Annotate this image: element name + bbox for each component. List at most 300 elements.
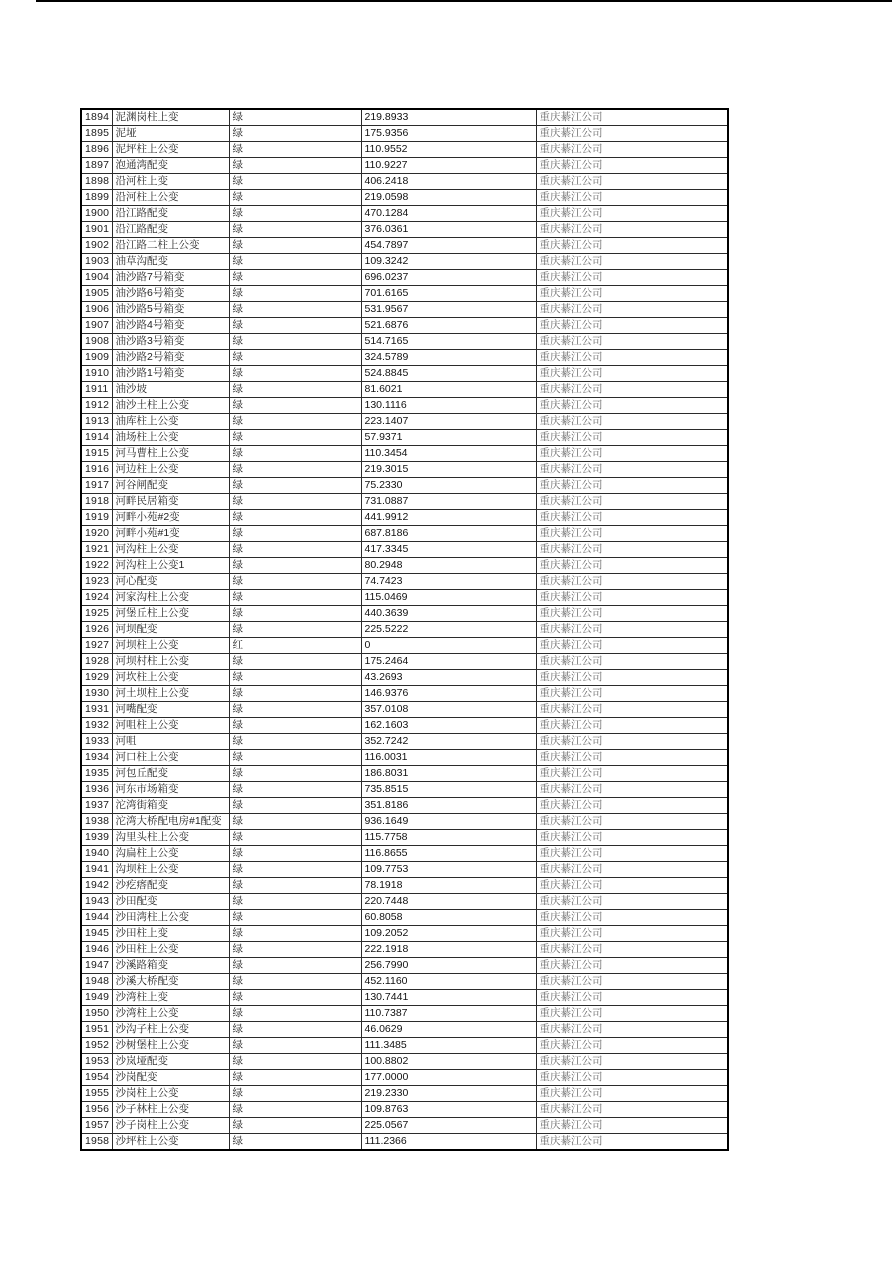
name-cell: 河家沟柱上公变 [112, 590, 229, 606]
row-number-cell: 1912 [81, 398, 112, 414]
name-cell: 沱湾街箱变 [112, 798, 229, 814]
row-number-cell: 1942 [81, 878, 112, 894]
table-row [81, 494, 728, 510]
status-cell: 绿 [229, 1038, 361, 1054]
name-cell: 油沙路3号箱变 [112, 334, 229, 350]
status-cell: 绿 [229, 734, 361, 750]
value-cell: 376.0361 [361, 222, 536, 238]
name-cell: 沙溪路箱变 [112, 958, 229, 974]
table-row [81, 1022, 728, 1038]
company-cell: 重庆綦江公司 [536, 782, 728, 798]
row-number-cell: 1952 [81, 1038, 112, 1054]
status-cell: 绿 [229, 798, 361, 814]
name-cell: 沙田湾柱上公变 [112, 910, 229, 926]
table-row [81, 734, 728, 750]
company-cell: 重庆綦江公司 [536, 446, 728, 462]
table-row [81, 478, 728, 494]
status-cell: 绿 [229, 846, 361, 862]
row-number-cell: 1933 [81, 734, 112, 750]
table-row [81, 302, 728, 318]
company-cell: 重庆綦江公司 [536, 1118, 728, 1134]
status-cell: 绿 [229, 702, 361, 718]
value-cell: 735.8515 [361, 782, 536, 798]
row-number-cell: 1945 [81, 926, 112, 942]
value-cell: 130.1116 [361, 398, 536, 414]
company-cell: 重庆綦江公司 [536, 558, 728, 574]
status-cell: 绿 [229, 382, 361, 398]
value-cell: 352.7242 [361, 734, 536, 750]
value-cell: 80.2948 [361, 558, 536, 574]
name-cell: 沿河柱上变 [112, 174, 229, 190]
company-cell: 重庆綦江公司 [536, 734, 728, 750]
value-cell: 470.1284 [361, 206, 536, 222]
value-cell: 219.0598 [361, 190, 536, 206]
company-cell: 重庆綦江公司 [536, 430, 728, 446]
company-cell: 重庆綦江公司 [536, 654, 728, 670]
value-cell: 219.8933 [361, 109, 536, 126]
row-number-cell: 1930 [81, 686, 112, 702]
status-cell: 绿 [229, 494, 361, 510]
table-row [81, 270, 728, 286]
company-cell: 重庆綦江公司 [536, 254, 728, 270]
value-cell: 701.6165 [361, 286, 536, 302]
company-cell: 重庆綦江公司 [536, 1022, 728, 1038]
value-cell: 177.0000 [361, 1070, 536, 1086]
table-row [81, 254, 728, 270]
status-cell: 绿 [229, 990, 361, 1006]
status-cell: 绿 [229, 190, 361, 206]
name-cell: 油草沟配变 [112, 254, 229, 270]
status-cell: 绿 [229, 1070, 361, 1086]
table-row [81, 654, 728, 670]
table-row [81, 1070, 728, 1086]
status-cell: 绿 [229, 718, 361, 734]
company-cell: 重庆綦江公司 [536, 1134, 728, 1151]
row-number-cell: 1920 [81, 526, 112, 542]
status-cell: 绿 [229, 462, 361, 478]
table-row [81, 158, 728, 174]
company-cell: 重庆綦江公司 [536, 174, 728, 190]
company-cell: 重庆綦江公司 [536, 606, 728, 622]
company-cell: 重庆綦江公司 [536, 270, 728, 286]
status-cell: 绿 [229, 926, 361, 942]
name-cell: 沙沟子柱上公变 [112, 1022, 229, 1038]
value-cell: 186.8031 [361, 766, 536, 782]
row-number-cell: 1899 [81, 190, 112, 206]
company-cell: 重庆綦江公司 [536, 942, 728, 958]
value-cell: 225.5222 [361, 622, 536, 638]
name-cell: 河土坝柱上公变 [112, 686, 229, 702]
value-cell: 109.8763 [361, 1102, 536, 1118]
name-cell: 油沙路1号箱变 [112, 366, 229, 382]
status-cell: 绿 [229, 286, 361, 302]
row-number-cell: 1924 [81, 590, 112, 606]
row-number-cell: 1934 [81, 750, 112, 766]
table-row [81, 958, 728, 974]
table-row [81, 109, 728, 126]
status-cell: 绿 [229, 510, 361, 526]
value-cell: 57.9371 [361, 430, 536, 446]
name-cell: 沟里头柱上公变 [112, 830, 229, 846]
company-cell: 重庆綦江公司 [536, 1102, 728, 1118]
row-number-cell: 1914 [81, 430, 112, 446]
table-row [81, 526, 728, 542]
row-number-cell: 1918 [81, 494, 112, 510]
row-number-cell: 1957 [81, 1118, 112, 1134]
row-number-cell: 1953 [81, 1054, 112, 1070]
row-number-cell: 1939 [81, 830, 112, 846]
company-cell: 重庆綦江公司 [536, 1038, 728, 1054]
value-cell: 222.1918 [361, 942, 536, 958]
table-row [81, 222, 728, 238]
status-cell: 绿 [229, 1118, 361, 1134]
row-number-cell: 1940 [81, 846, 112, 862]
table-row [81, 174, 728, 190]
company-cell: 重庆綦江公司 [536, 638, 728, 654]
name-cell: 沙疙瘩配变 [112, 878, 229, 894]
company-cell: 重庆綦江公司 [536, 990, 728, 1006]
status-cell: 绿 [229, 1022, 361, 1038]
value-cell: 936.1649 [361, 814, 536, 830]
company-cell: 重庆綦江公司 [536, 109, 728, 126]
company-cell: 重庆綦江公司 [536, 478, 728, 494]
status-cell: 绿 [229, 686, 361, 702]
table-row [81, 766, 728, 782]
table-row [81, 414, 728, 430]
name-cell: 河沟柱上公变1 [112, 558, 229, 574]
status-cell: 绿 [229, 526, 361, 542]
company-cell: 重庆綦江公司 [536, 910, 728, 926]
company-cell: 重庆綦江公司 [536, 158, 728, 174]
transformer-table [80, 108, 729, 1151]
value-cell: 78.1918 [361, 878, 536, 894]
value-cell: 175.2464 [361, 654, 536, 670]
name-cell: 河堡丘柱上公变 [112, 606, 229, 622]
row-number-cell: 1941 [81, 862, 112, 878]
value-cell: 351.8186 [361, 798, 536, 814]
value-cell: 696.0237 [361, 270, 536, 286]
value-cell: 111.3485 [361, 1038, 536, 1054]
name-cell: 沙田柱上公变 [112, 942, 229, 958]
status-cell: 绿 [229, 270, 361, 286]
row-number-cell: 1931 [81, 702, 112, 718]
company-cell: 重庆綦江公司 [536, 222, 728, 238]
table-row [81, 1086, 728, 1102]
table-row [81, 190, 728, 206]
value-cell: 115.0469 [361, 590, 536, 606]
row-number-cell: 1913 [81, 414, 112, 430]
company-cell: 重庆綦江公司 [536, 574, 728, 590]
table-row [81, 318, 728, 334]
value-cell: 109.3242 [361, 254, 536, 270]
value-cell: 521.6876 [361, 318, 536, 334]
table-row [81, 750, 728, 766]
row-number-cell: 1904 [81, 270, 112, 286]
status-cell: 绿 [229, 670, 361, 686]
status-cell: 红 [229, 638, 361, 654]
row-number-cell: 1928 [81, 654, 112, 670]
name-cell: 沙树堡柱上公变 [112, 1038, 229, 1054]
company-cell: 重庆綦江公司 [536, 862, 728, 878]
name-cell: 油沙土柱上公变 [112, 398, 229, 414]
value-cell: 220.7448 [361, 894, 536, 910]
value-cell: 109.7753 [361, 862, 536, 878]
value-cell: 74.7423 [361, 574, 536, 590]
table-row [81, 142, 728, 158]
status-cell: 绿 [229, 862, 361, 878]
value-cell: 219.2330 [361, 1086, 536, 1102]
company-cell: 重庆綦江公司 [536, 686, 728, 702]
status-cell: 绿 [229, 1086, 361, 1102]
name-cell: 沟扁柱上公变 [112, 846, 229, 862]
name-cell: 河畔小苑#1变 [112, 526, 229, 542]
value-cell: 357.0108 [361, 702, 536, 718]
row-number-cell: 1925 [81, 606, 112, 622]
status-cell: 绿 [229, 558, 361, 574]
status-cell: 绿 [229, 782, 361, 798]
table-row [81, 782, 728, 798]
table-row [81, 286, 728, 302]
table-row [81, 830, 728, 846]
name-cell: 河口柱上公变 [112, 750, 229, 766]
status-cell: 绿 [229, 414, 361, 430]
row-number-cell: 1958 [81, 1134, 112, 1151]
table-row [81, 638, 728, 654]
company-cell: 重庆綦江公司 [536, 494, 728, 510]
value-cell: 175.9356 [361, 126, 536, 142]
name-cell: 沿江路配变 [112, 206, 229, 222]
value-cell: 116.0031 [361, 750, 536, 766]
company-cell: 重庆綦江公司 [536, 286, 728, 302]
table-row [81, 206, 728, 222]
status-cell: 绿 [229, 238, 361, 254]
value-cell: 219.3015 [361, 462, 536, 478]
row-number-cell: 1938 [81, 814, 112, 830]
table-row [81, 334, 728, 350]
value-cell: 110.9227 [361, 158, 536, 174]
value-cell: 60.8058 [361, 910, 536, 926]
name-cell: 泥坪柱上公变 [112, 142, 229, 158]
row-number-cell: 1948 [81, 974, 112, 990]
name-cell: 泥垭 [112, 126, 229, 142]
company-cell: 重庆綦江公司 [536, 542, 728, 558]
table-row [81, 430, 728, 446]
row-number-cell: 1903 [81, 254, 112, 270]
status-cell: 绿 [229, 590, 361, 606]
table-row [81, 718, 728, 734]
name-cell: 沙田柱上变 [112, 926, 229, 942]
value-cell: 146.9376 [361, 686, 536, 702]
company-cell: 重庆綦江公司 [536, 206, 728, 222]
value-cell: 441.9912 [361, 510, 536, 526]
row-number-cell: 1919 [81, 510, 112, 526]
table-row [81, 350, 728, 366]
company-cell: 重庆綦江公司 [536, 398, 728, 414]
status-cell: 绿 [229, 174, 361, 190]
name-cell: 沙岗配变 [112, 1070, 229, 1086]
table-row [81, 1118, 728, 1134]
name-cell: 河坝配变 [112, 622, 229, 638]
name-cell: 河坎柱上公变 [112, 670, 229, 686]
name-cell: 油沙路5号箱变 [112, 302, 229, 318]
company-cell: 重庆綦江公司 [536, 878, 728, 894]
company-cell: 重庆綦江公司 [536, 526, 728, 542]
value-cell: 454.7897 [361, 238, 536, 254]
status-cell: 绿 [229, 366, 361, 382]
table-row [81, 990, 728, 1006]
name-cell: 河心配变 [112, 574, 229, 590]
row-number-cell: 1900 [81, 206, 112, 222]
table-row [81, 686, 728, 702]
name-cell: 沙子林柱上公变 [112, 1102, 229, 1118]
table-row [81, 878, 728, 894]
row-number-cell: 1927 [81, 638, 112, 654]
row-number-cell: 1950 [81, 1006, 112, 1022]
row-number-cell: 1955 [81, 1086, 112, 1102]
value-cell: 440.3639 [361, 606, 536, 622]
company-cell: 重庆綦江公司 [536, 718, 728, 734]
status-cell: 绿 [229, 574, 361, 590]
value-cell: 417.3345 [361, 542, 536, 558]
name-cell: 河坝村柱上公变 [112, 654, 229, 670]
status-cell: 绿 [229, 942, 361, 958]
value-cell: 531.9567 [361, 302, 536, 318]
row-number-cell: 1898 [81, 174, 112, 190]
table-row [81, 1038, 728, 1054]
table-row [81, 606, 728, 622]
name-cell: 沙岚垭配变 [112, 1054, 229, 1070]
page-top-rule [36, 0, 892, 2]
name-cell: 沙岗柱上公变 [112, 1086, 229, 1102]
value-cell: 100.8802 [361, 1054, 536, 1070]
company-cell: 重庆綦江公司 [536, 318, 728, 334]
table-row [81, 574, 728, 590]
row-number-cell: 1956 [81, 1102, 112, 1118]
row-number-cell: 1936 [81, 782, 112, 798]
name-cell: 河东市场箱变 [112, 782, 229, 798]
value-cell: 115.7758 [361, 830, 536, 846]
name-cell: 河坝柱上公变 [112, 638, 229, 654]
row-number-cell: 1897 [81, 158, 112, 174]
name-cell: 油沙路6号箱变 [112, 286, 229, 302]
row-number-cell: 1922 [81, 558, 112, 574]
value-cell: 116.8655 [361, 846, 536, 862]
row-number-cell: 1949 [81, 990, 112, 1006]
row-number-cell: 1915 [81, 446, 112, 462]
row-number-cell: 1947 [81, 958, 112, 974]
value-cell: 524.8845 [361, 366, 536, 382]
name-cell: 油库柱上公变 [112, 414, 229, 430]
row-number-cell: 1916 [81, 462, 112, 478]
row-number-cell: 1935 [81, 766, 112, 782]
company-cell: 重庆綦江公司 [536, 830, 728, 846]
value-cell: 110.9552 [361, 142, 536, 158]
row-number-cell: 1921 [81, 542, 112, 558]
table-row [81, 590, 728, 606]
row-number-cell: 1910 [81, 366, 112, 382]
company-cell: 重庆綦江公司 [536, 846, 728, 862]
row-number-cell: 1901 [81, 222, 112, 238]
name-cell: 沙田配变 [112, 894, 229, 910]
table-row [81, 1054, 728, 1070]
table-row [81, 670, 728, 686]
value-cell: 406.2418 [361, 174, 536, 190]
company-cell: 重庆綦江公司 [536, 974, 728, 990]
status-cell: 绿 [229, 1134, 361, 1151]
status-cell: 绿 [229, 302, 361, 318]
row-number-cell: 1908 [81, 334, 112, 350]
status-cell: 绿 [229, 334, 361, 350]
status-cell: 绿 [229, 446, 361, 462]
row-number-cell: 1906 [81, 302, 112, 318]
status-cell: 绿 [229, 109, 361, 126]
value-cell: 111.2366 [361, 1134, 536, 1151]
status-cell: 绿 [229, 654, 361, 670]
company-cell: 重庆綦江公司 [536, 894, 728, 910]
value-cell: 109.2052 [361, 926, 536, 942]
table-row [81, 1006, 728, 1022]
name-cell: 沙湾柱上公变 [112, 1006, 229, 1022]
table-row [81, 446, 728, 462]
status-cell: 绿 [229, 398, 361, 414]
status-cell: 绿 [229, 1006, 361, 1022]
status-cell: 绿 [229, 254, 361, 270]
value-cell: 130.7441 [361, 990, 536, 1006]
status-cell: 绿 [229, 222, 361, 238]
name-cell: 沙湾柱上变 [112, 990, 229, 1006]
table-row [81, 238, 728, 254]
value-cell: 324.5789 [361, 350, 536, 366]
row-number-cell: 1905 [81, 286, 112, 302]
status-cell: 绿 [229, 766, 361, 782]
status-cell: 绿 [229, 350, 361, 366]
value-cell: 43.2693 [361, 670, 536, 686]
table-row [81, 894, 728, 910]
row-number-cell: 1907 [81, 318, 112, 334]
company-cell: 重庆綦江公司 [536, 590, 728, 606]
company-cell: 重庆綦江公司 [536, 798, 728, 814]
status-cell: 绿 [229, 1054, 361, 1070]
row-number-cell: 1917 [81, 478, 112, 494]
name-cell: 河沟柱上公变 [112, 542, 229, 558]
table-row [81, 542, 728, 558]
name-cell: 河包丘配变 [112, 766, 229, 782]
row-number-cell: 1895 [81, 126, 112, 142]
row-number-cell: 1944 [81, 910, 112, 926]
company-cell: 重庆綦江公司 [536, 1054, 728, 1070]
name-cell: 河畔民居箱变 [112, 494, 229, 510]
table-row [81, 926, 728, 942]
status-cell: 绿 [229, 958, 361, 974]
status-cell: 绿 [229, 622, 361, 638]
status-cell: 绿 [229, 910, 361, 926]
status-cell: 绿 [229, 606, 361, 622]
value-cell: 110.3454 [361, 446, 536, 462]
status-cell: 绿 [229, 894, 361, 910]
company-cell: 重庆綦江公司 [536, 414, 728, 430]
status-cell: 绿 [229, 750, 361, 766]
name-cell: 油沙路7号箱变 [112, 270, 229, 286]
company-cell: 重庆綦江公司 [536, 142, 728, 158]
table-row [81, 862, 728, 878]
name-cell: 河谷闸配变 [112, 478, 229, 494]
company-cell: 重庆綦江公司 [536, 302, 728, 318]
name-cell: 沿河柱上公变 [112, 190, 229, 206]
company-cell: 重庆綦江公司 [536, 1086, 728, 1102]
status-cell: 绿 [229, 542, 361, 558]
table-row [81, 846, 728, 862]
company-cell: 重庆綦江公司 [536, 462, 728, 478]
